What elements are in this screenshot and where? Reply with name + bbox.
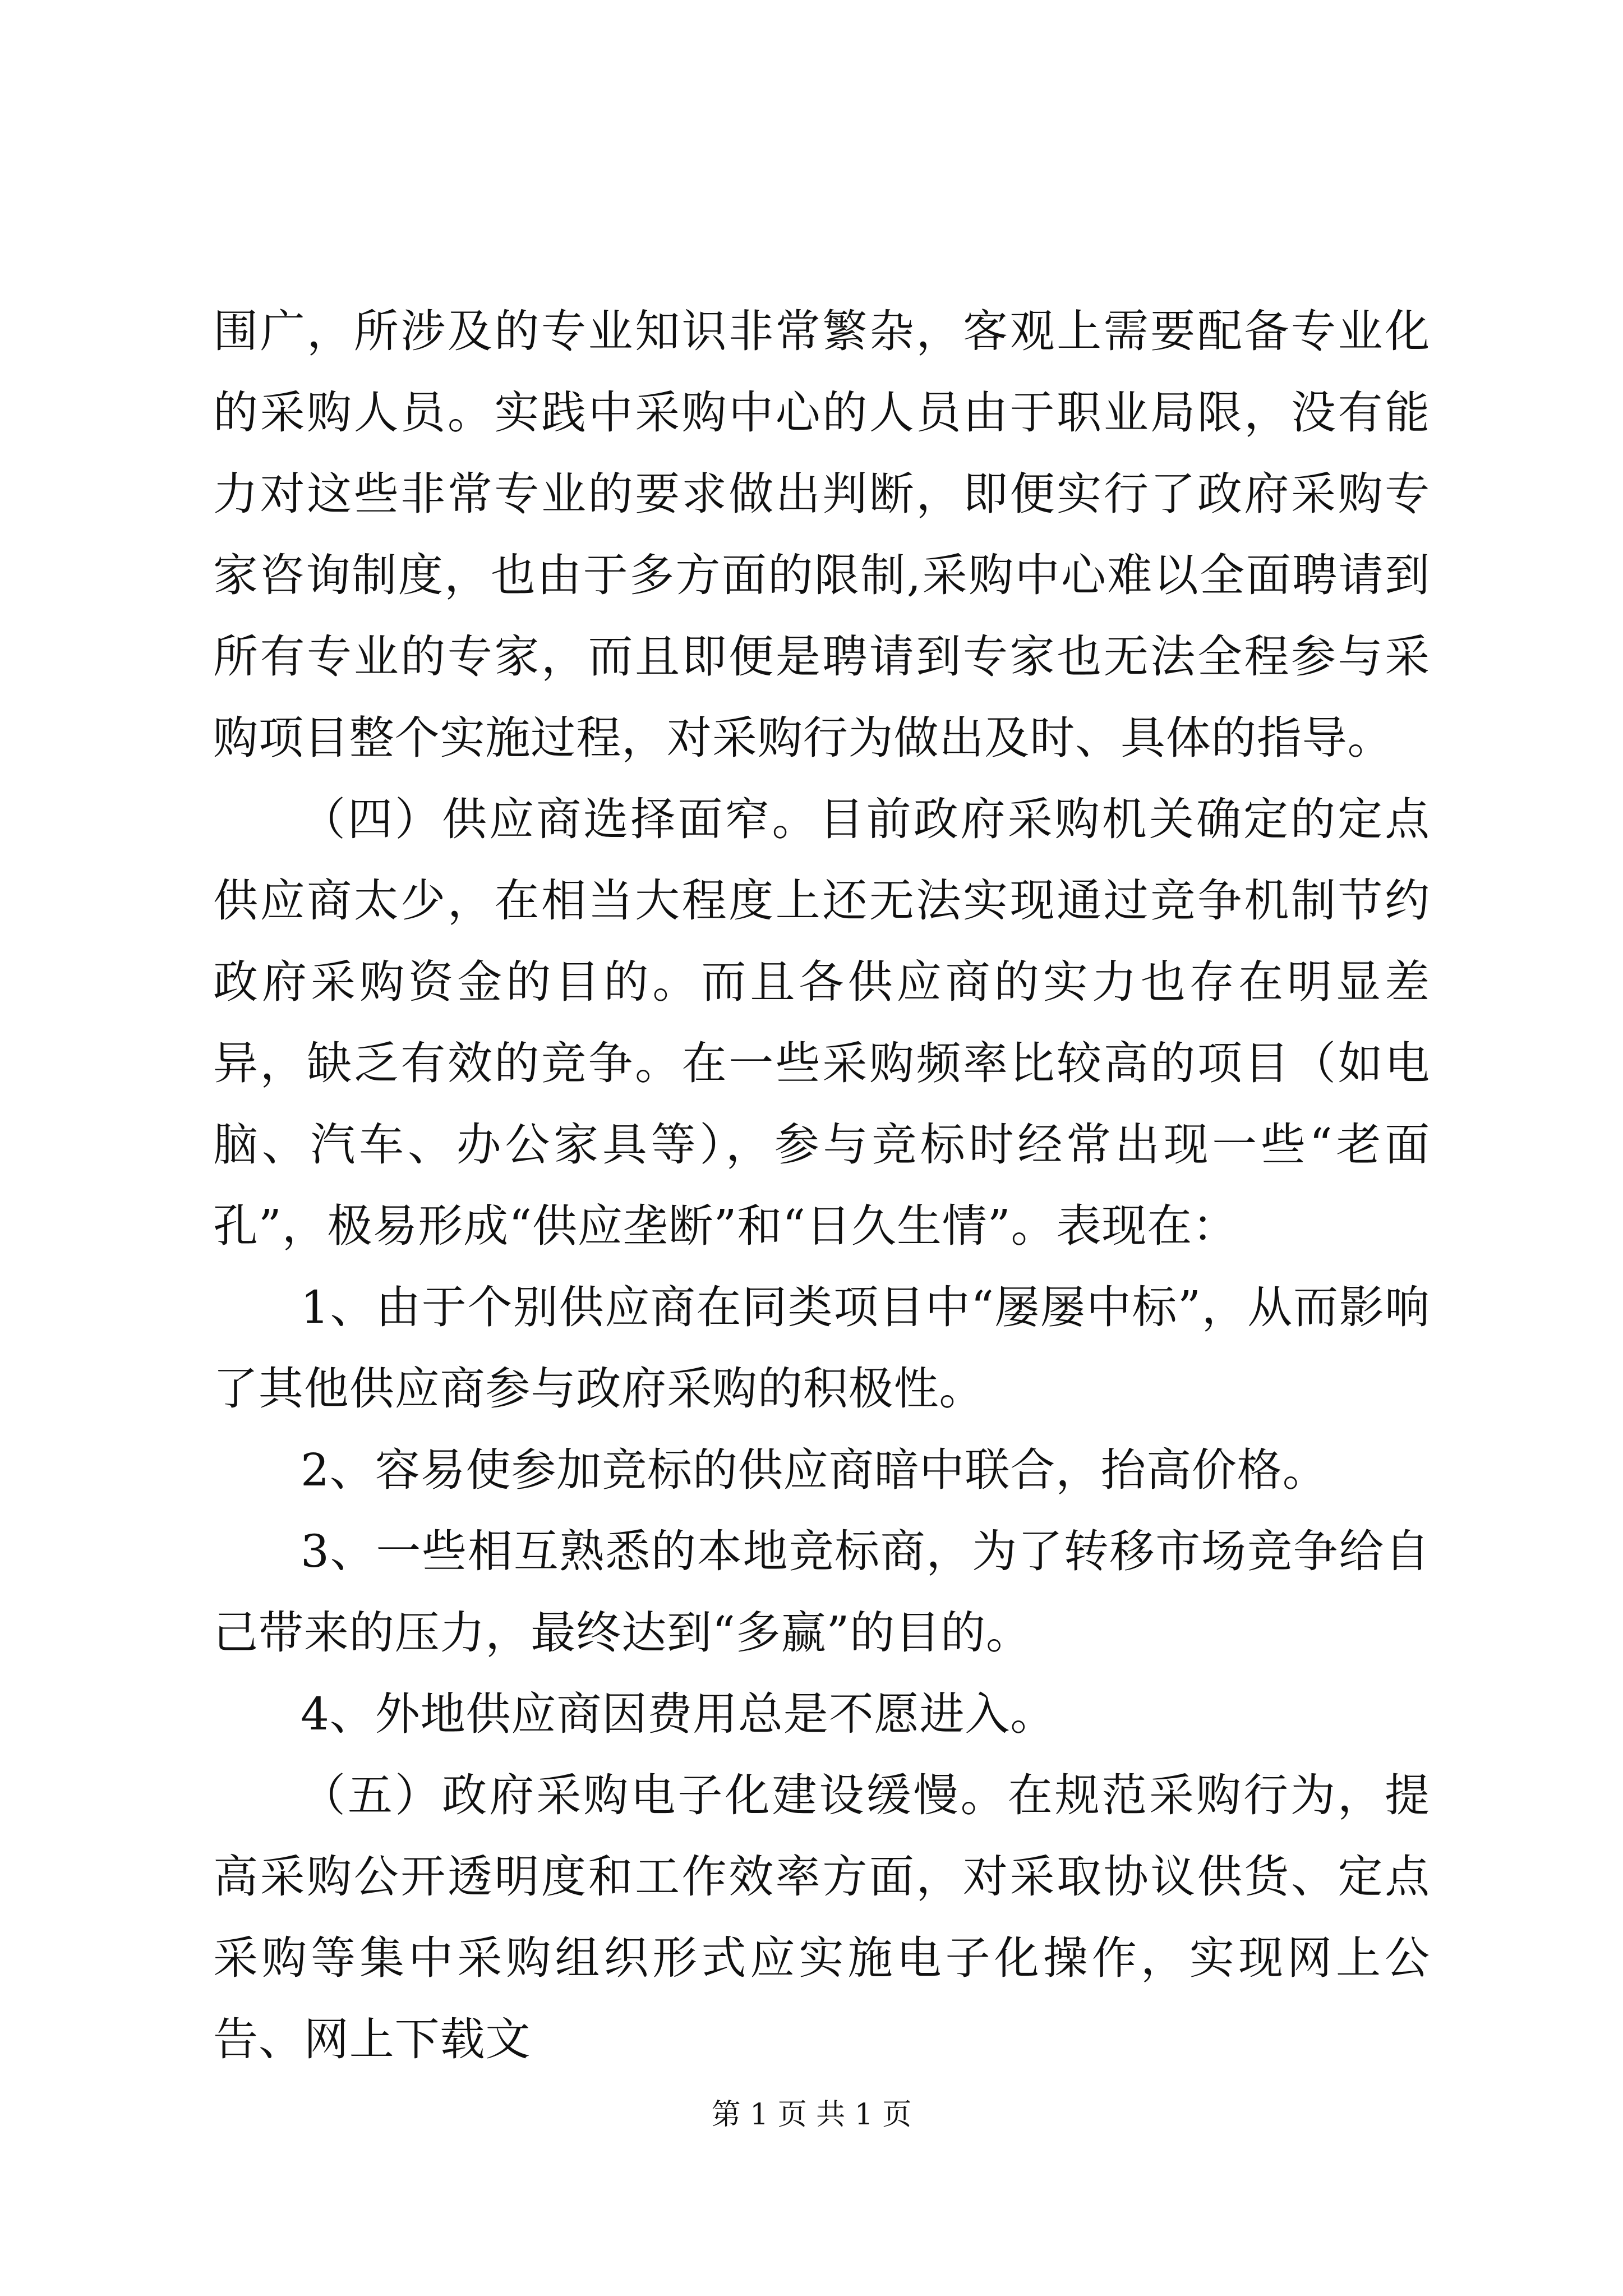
- paragraph-section-four: （四）供应商选择面窄。目前政府采购机关确定的定点供应商太少，在相当大程度上还无法实现通过竞争机制节约政府采购资金的目的。而且各供应商的实力也存在明显差异，缺乏有效的竞争。在一些采购频率比较高的项目（如电脑、汽车、办公家具等），参与竞标时经常出现一些“老面孔”，极易形成“供应垄断”和“日久生情”。表现在：: [213, 793, 1430, 1252]
- page-footer: 第 1 页 共 1 页: [711, 2098, 912, 2132]
- paragraph-continuation: 围广，所涉及的专业知识非常繁杂，客观上需要配备专业化的采购人员。实践中采购中心的人员由于职业局限，没有能力对这些非常专业的要求做出判断，即便实行了政府采购专家咨询制度，也由于多方面的限制,采购中心难以全面聘请到所有专业的专家，而且即便是聘请到专家也无法全程参与采购项目整个实施过程，对采购行为做出及时、具体的指导。: [213, 305, 1430, 764]
- document-body: [213, 291, 1430, 2080]
- list-item-1: 1、由于个别供应商在同类项目中“屡屡中标”，从而影响了其他供应商参与政府采购的积极性。: [213, 1281, 1430, 1415]
- list-item-3: 3、一些相互熟悉的本地竞标商，为了转移市场竞争给自己带来的压力，最终达到“多赢”的目的。: [213, 1525, 1430, 1659]
- list-item-2: 2、容易使参加竞标的供应商暗中联合，抬高价格。: [301, 1444, 1328, 1496]
- paragraph-section-five: （五）政府采购电子化建设缓慢。在规范采购行为，提高采购公开透明度和工作效率方面，对采取协议供货、定点采购等集中采购组织形式应实施电子化操作，实现网上公告、网上下载文: [213, 1769, 1430, 2065]
- list-item-4: 4、外地供应商因费用总是不愿进入。: [301, 1688, 1056, 1740]
